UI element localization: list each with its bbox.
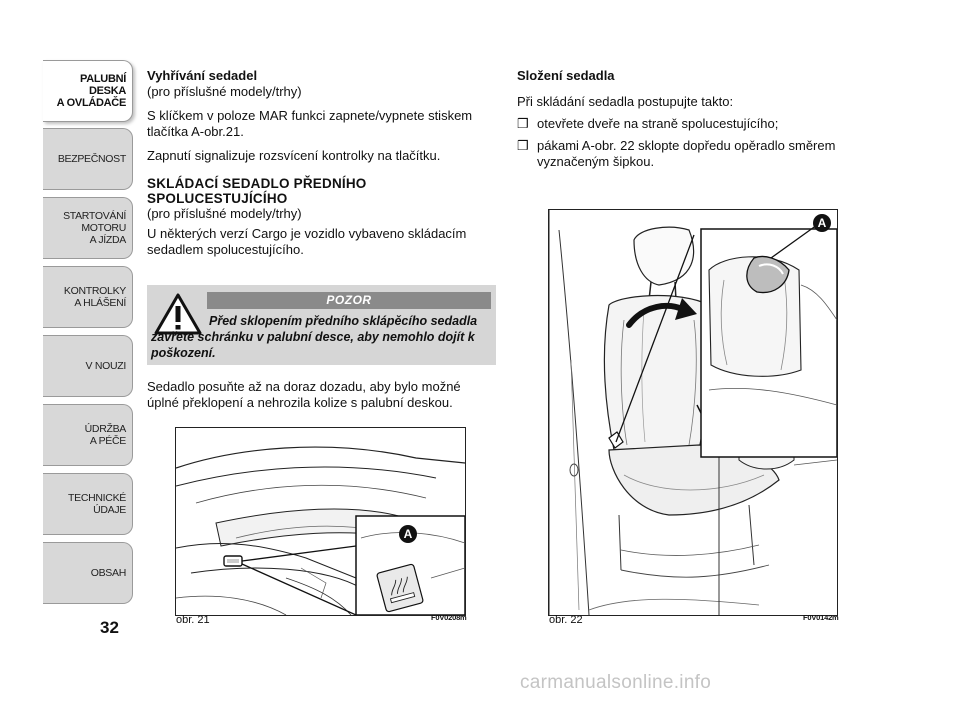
folding-seat-illustration [549, 210, 837, 615]
right-column [517, 68, 877, 176]
list-item [517, 116, 877, 132]
figure-21-code: F0V0208m [431, 613, 467, 622]
step-text: pákami A-obr. 22 sklopte dopředu opěradlo směrem vyznačeným šipkou. [537, 138, 836, 169]
warning-label: POZOR [207, 292, 491, 309]
figure-22 [548, 209, 838, 616]
checkbox-bullet-icon: ❒ [517, 138, 529, 153]
checkbox-bullet-icon: ❒ [517, 116, 529, 131]
warning-box [147, 285, 496, 365]
left-column [147, 68, 495, 266]
section-title-folding-seat: SKLÁDACÍ SEDADLO PŘEDNÍHO SPOLUCESTUJÍCÍHO [147, 176, 367, 206]
page-number: 32 [100, 618, 119, 637]
folding-seat-note: (pro příslušné modely/trhy) [147, 206, 302, 221]
tab-udrzba[interactable]: ÚDRŽBA A PÉČE [43, 404, 133, 466]
callout-a-marker: A [813, 214, 831, 232]
tab-palubni-deska[interactable]: PALUBNÍ DESKA A OVLÁDAČE [43, 60, 133, 122]
tab-kontrolky[interactable]: KONTROLKY A HLÁŠENÍ [43, 266, 133, 328]
folding-steps [517, 116, 877, 170]
section-heading-heated-seats: Vyhřívání sedadel [147, 68, 258, 83]
figure-22-code: F0V0142m [803, 613, 839, 622]
heated-seat-button-illustration [176, 428, 465, 615]
folding-seat-paragraph: U některých verzí Cargo je vozidlo vybaveno skládacím sedadlem spolucestujícího. [147, 226, 467, 257]
tab-v-nouzi[interactable]: V NOUZI [43, 335, 133, 397]
figure-22-caption: obr. 22 [549, 614, 583, 626]
seat-slide-paragraph: Sedadlo posuňte až na doraz dozadu, aby bylo možné úplné překlopení a nehrozila kolize s palubní deskou. [147, 379, 461, 410]
folding-intro: Při skládání sedadla postupujte takto: [517, 94, 734, 109]
heated-seats-indicator-paragraph: Zapnutí signalizuje rozsvícení kontrolky na tlačítku. [147, 148, 441, 163]
warning-text: Před sklopením předního sklápěcího sedadla zavřete schránku v palubní desce, aby nemohlo dojít k poškození. [151, 314, 478, 360]
figure-21 [175, 427, 466, 616]
figure-21-caption: obr. 21 [176, 614, 210, 626]
step-text: otevřete dveře na straně spolucestujícího; [537, 116, 779, 131]
heated-seats-paragraph: S klíčkem v poloze MAR funkci zapnete/vypnete stiskem tlačítka A-obr.21. [147, 108, 473, 139]
tab-startovani[interactable]: STARTOVÁNÍ MOTORU A JÍZDA [43, 197, 133, 259]
tab-obsah[interactable]: OBSAH [43, 542, 133, 604]
tab-bezpecnost[interactable]: BEZPEČNOST [43, 128, 133, 190]
callout-a-marker: A [399, 525, 417, 543]
list-item [517, 138, 877, 170]
section-heading-folding: Složení sedadla [517, 68, 615, 83]
tab-technicke-udaje[interactable]: TECHNICKÉ ÚDAJE [43, 473, 133, 535]
watermark-text: carmanualsonline.info [520, 672, 712, 693]
heated-seats-note: (pro příslušné modely/trhy) [147, 84, 302, 99]
